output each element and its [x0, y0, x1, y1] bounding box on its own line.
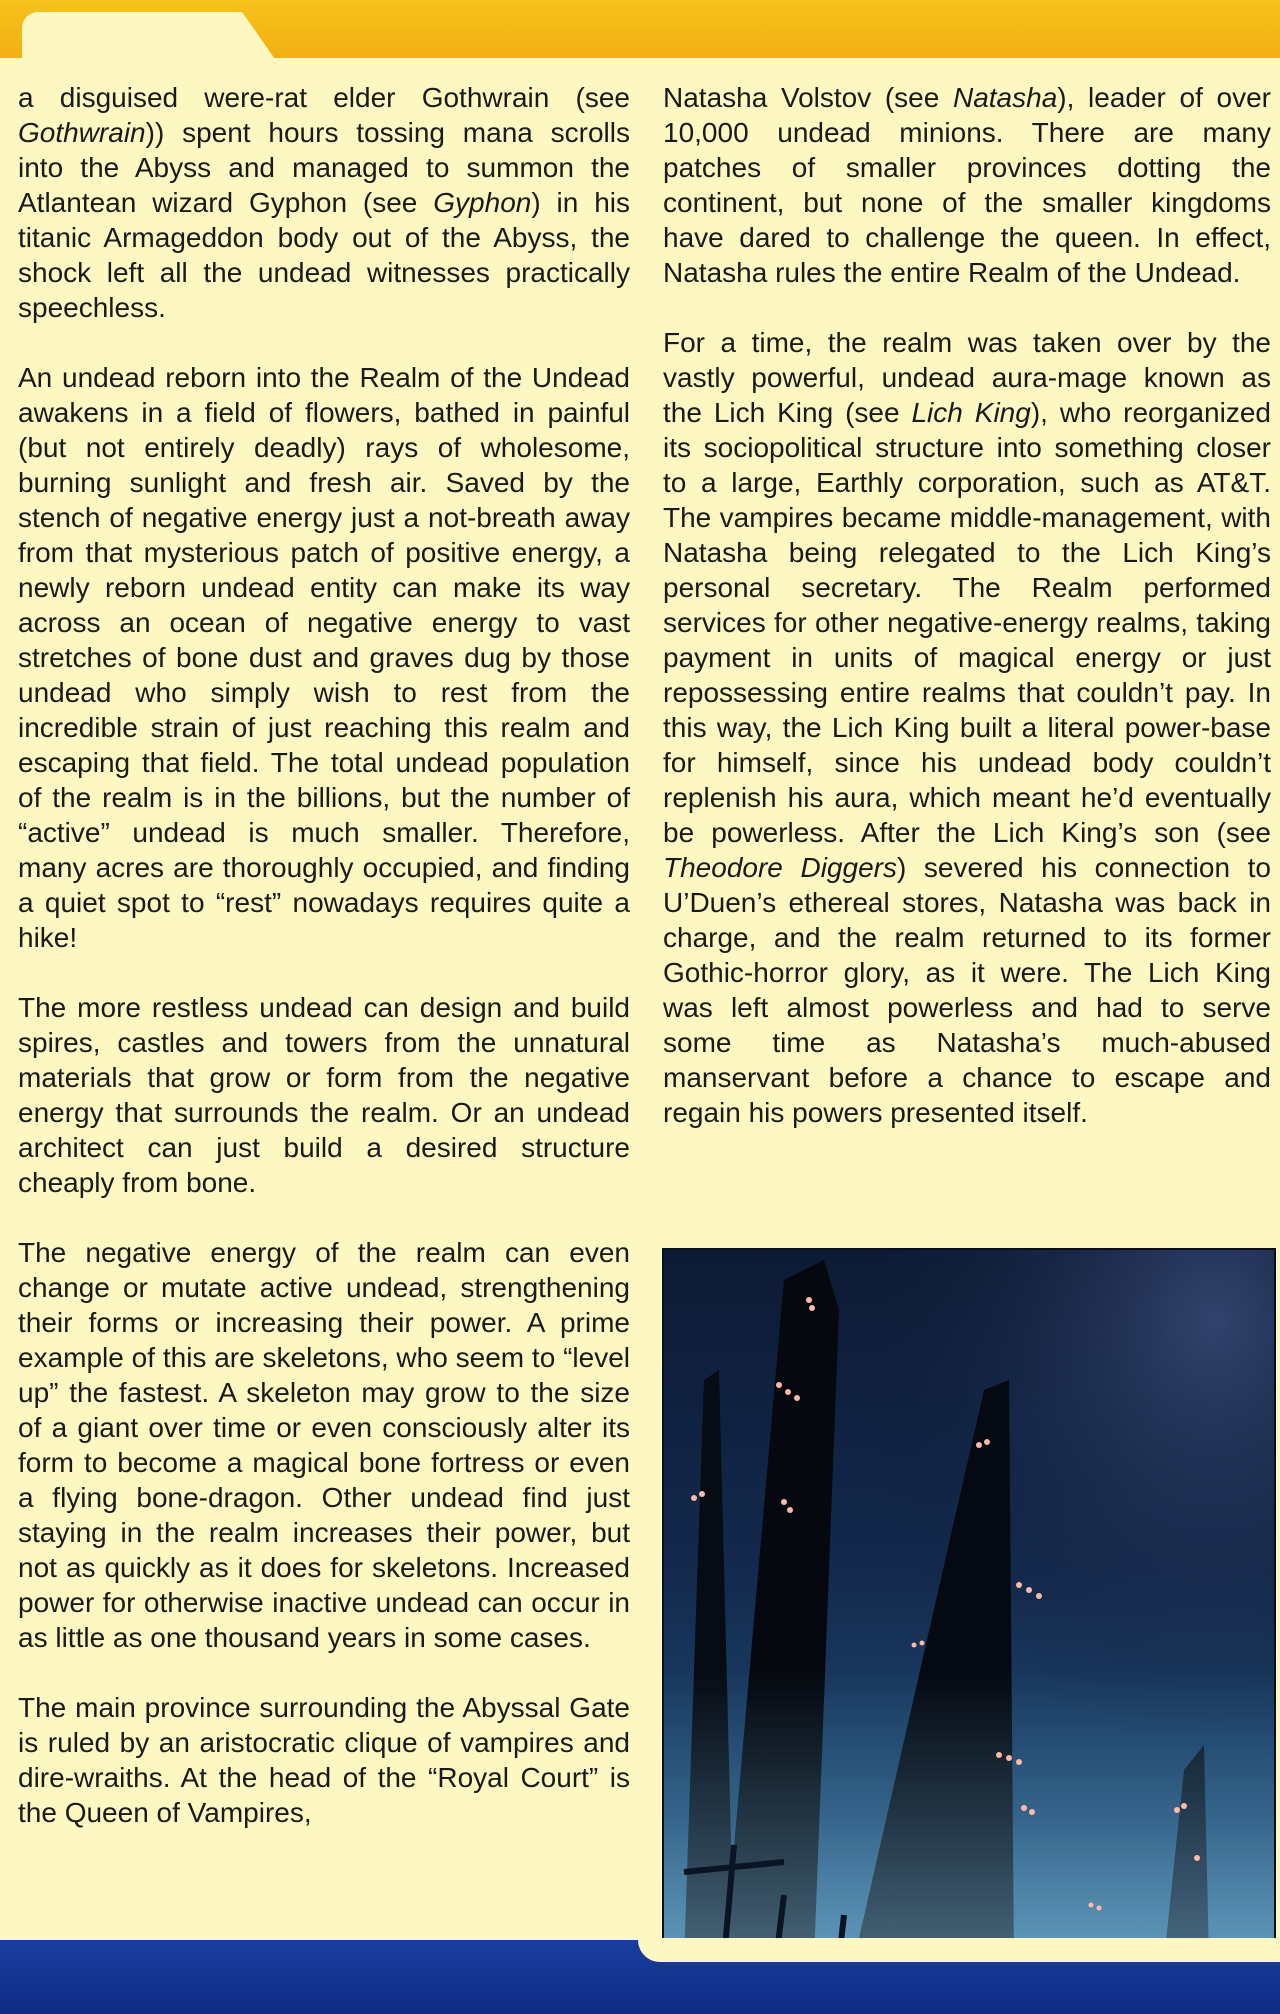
- left-paragraph-4: The negative energy of the realm can even change or mutate active undead, strengthening their forms or increasing their power. A prime example of this are skeletons, who seem to “level up” the fastest. A skeleton may grow to the size of a giant over time or even consciously alter its form to become a magical bone fortress or even a flying bone-dragon. Other undead find just staying in the realm increases their power, but not as quickly as it does for skeletons. Increased power for otherwise inactive undead can occur in as little as one thousand years in some cases.: [18, 1237, 630, 1653]
- undead-towers-illustration: [662, 1248, 1276, 1962]
- right-paragraph-2: For a time, the realm was taken over by the vastly powerful, undead aura-mage known as the Lich King (see Lich King), who reorganized its sociopolitical structure into something closer to a large, Earthly corporation, such as AT&T. The vampires became middle-management, with Natasha being relegated to the Lich King’s personal secretary. The Realm performed services for other negative-energy realms, taking payment in units of magical energy or just repossessing entire realms that couldn’t pay. In this way, the Lich King built a literal power-base for himself, since his undead body couldn’t replenish his aura, which meant he’d eventually be powerless. After the Lich King’s son (see Theodore Diggers) severed his connection to U’Duen’s ethereal stores, Natasha was back in charge, and the realm returned to its former Gothic-horror glory, as it were. The Lich King was left almost powerless and had to serve some time as Natasha’s much-abused manservant before a chance to escape and regain his powers presented itself.: [663, 327, 1272, 1128]
- left-paragraph-5: The main province surrounding the Abyssal Gate is ruled by an aristocratic clique of vampires and dire-wraiths. At the head of the “Royal Court” is the Queen of Vampires,: [18, 1692, 630, 1828]
- left-paragraph-3: The more restless undead can design and build spires, castles and towers from the unnatural materials that grow or form from the negative energy that surrounds the realm. Or an undead architect can just build a desired structure cheaply from bone.: [18, 992, 630, 1198]
- left-paragraph-2: An undead reborn into the Realm of the Undead awakens in a field of flowers, bathed in painful (but not entirely deadly) rays of wholesome, burning sunlight and fresh air. Saved by the stench of negative energy just a not-breath away from that mysterious patch of positive energy, a newly reborn undead entity can make its way across an ocean of negative energy to vast stretches of bone dust and graves dug by those undead who simply wish to rest from the incredible strain of just reaching this realm and escaping that field. The total undead population of the realm is in the billions, but the number of “active” undead is much smaller. Therefore, many acres are thoroughly occupied, and finding a quiet spot to “rest” nowadays requires quite a hike!: [18, 362, 630, 953]
- towers-artwork: [664, 1250, 1274, 1960]
- bottom-notch-shape: [638, 1938, 1280, 1962]
- left-paragraph-1: a disguised were-rat elder Gothwrain (see Gothwrain)) spent hours tossing mana scrolls into the Abyss and managed to summon the Atlantean wizard Gyphon (see Gyphon) in his titanic Armageddon body out of the Abyss, the shock left all the undead witnesses practically speechless.: [18, 82, 630, 323]
- right-text-column: [663, 80, 1271, 1130]
- left-text-column: [18, 80, 630, 1830]
- right-paragraph-1: Natasha Volstov (see Natasha), leader of over 10,000 undead minions. There are many patches of smaller provinces dotting the continent, but none of the smaller kingdoms have dared to challenge the queen. In effect, Natasha rules the entire Realm of the Undead.: [663, 82, 1271, 288]
